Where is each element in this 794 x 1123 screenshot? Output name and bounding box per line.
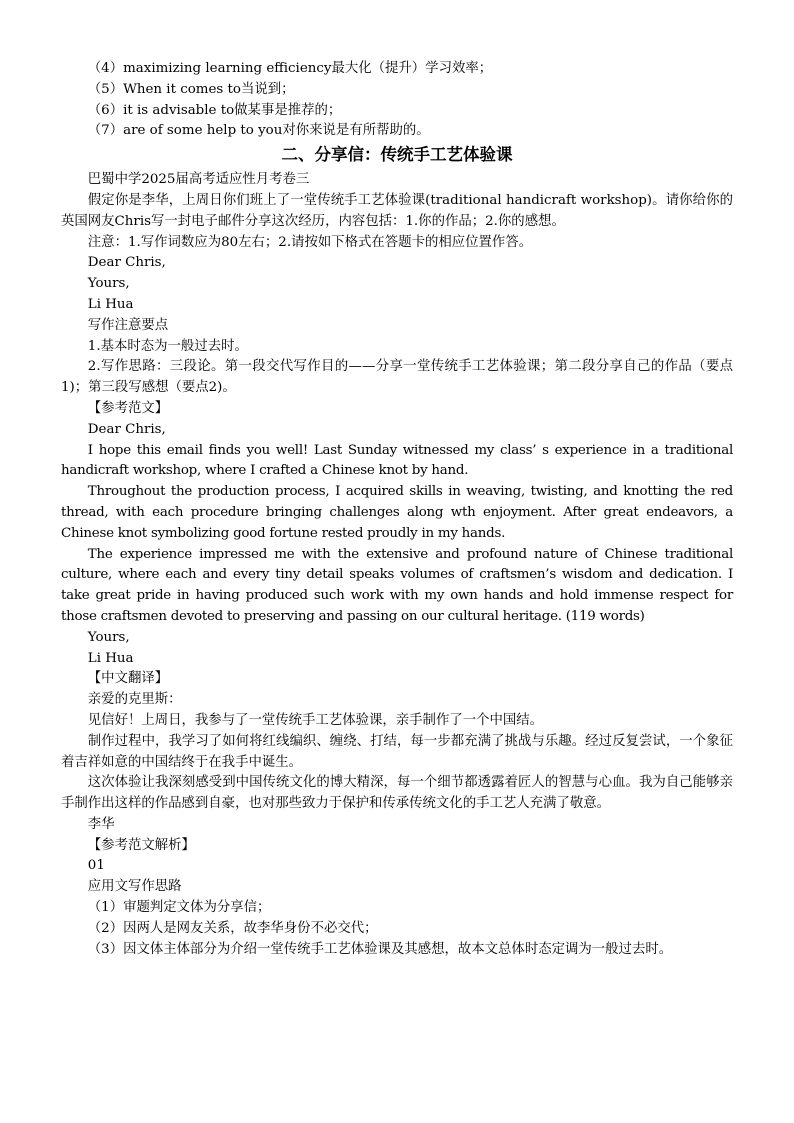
sample-signature: Li Hua (87, 650, 134, 666)
format-closing: Yours, (87, 276, 130, 292)
analysis-item: （2）因两人是网友关系，故李华身份不必交代； (87, 920, 378, 936)
analysis-heading: 【参考范文解析】 (87, 837, 195, 853)
sample-greeting: Dear Chris, (87, 421, 166, 437)
writing-prompt: 假定你是李华，上周日你们班上了一堂传统手工艺体验课(traditional handicraft workshop)。请你给你的英国网友Chris写一封电子邮件分享这次经历，内容包括：1.你的作品；2.你的感想。 (61, 192, 733, 229)
tip-item: 1.基本时态为一般过去时。 (87, 338, 248, 354)
tip-item: 2.写作思路：三段论。第一段交代写作目的——分享一堂传统手工艺体验课；第二段分享自己的作品（要点1)；第三段写感想（要点2)。 (61, 359, 733, 396)
writing-notice: 注意：1.写作词数应为80左右；2.请按如下格式在答题卡的相应位置作答。 (87, 234, 533, 250)
translation-paragraph: 制作过程中，我学习了如何将红线编织、缠绕、打结，每一步都充满了挑战与乐趣。经过反复尝试，一个象征着吉祥如意的中国结终于在我手中诞生。 (61, 733, 733, 770)
translation-paragraph: 这次体验让我深刻感受到中国传统文化的博大精深，每一个细节都透露着匠人的智慧与心血。我为自己能够亲手制作出这样的作品感到自豪，也对那些致力于保护和传承传统文化的手工艺人充满了敬意。 (61, 775, 733, 812)
translation-greeting: 亲爱的克里斯： (87, 692, 182, 708)
format-signature: Li Hua (87, 296, 134, 312)
analysis-number: 01 (87, 858, 105, 874)
analysis-item: （3）因文体主体部分为介绍一堂传统手工艺体验课及其感想，故本文总体时态定调为一般过去时。 (87, 941, 673, 957)
sample-closing: Yours, (87, 629, 130, 645)
format-greeting: Dear Chris, (87, 255, 166, 271)
phrase-item: （5）When it comes to当说到； (87, 81, 295, 97)
translation-paragraph: 见信好！上周日，我参与了一堂传统手工艺体验课，亲手制作了一个中国结。 (87, 712, 544, 728)
sample-paragraph: Throughout the production process, I acquired skills in weaving, twisting, and knotting the red thread, with each procedure bringing challenges along wth enjoyment. After great endeavors, a Chinese knot symbolizing good fortune rested proudly in my hands. (61, 484, 733, 541)
translation-signature: 李华 (87, 816, 115, 832)
phrase-item: （4）maximizing learning efficiency最大化（提升）学习效率； (87, 61, 493, 76)
analysis-item: （1）审题判定文体为分享信； (87, 900, 271, 916)
sample-paragraph: I hope this email finds you well! Last Sunday witnessed my class’ s experience in a traditional handicraft workshop, where I crafted a Chinese knot by hand. (61, 442, 733, 479)
translation-heading: 【中文翻译】 (87, 671, 169, 687)
analysis-subheading: 应用文写作思路 (87, 879, 182, 895)
phrase-item: （6）it is advisable to做某事是推荐的； (87, 102, 342, 118)
sample-heading: 【参考范文】 (87, 400, 169, 416)
sample-paragraph: The experience impressed me with the extensive and profound nature of Chinese traditional culture, where each and every tiny detail speaks volumes of craftsmen’s wisdom and dedication. I take great pride in having produced such work with my own hands and hold immense respect for those craftsmen devoted to preserving and passing on our cultural heritage. (119 words) (61, 546, 733, 624)
tips-heading: 写作注意要点 (87, 317, 169, 333)
phrase-item: （7）are of some help to you对你来说是有所帮助的。 (87, 123, 430, 139)
section-title: 二、分享信：传统手工艺体验课 (281, 145, 513, 165)
exam-source: 巴蜀中学2025届高考适应性月考卷三 (87, 172, 310, 188)
